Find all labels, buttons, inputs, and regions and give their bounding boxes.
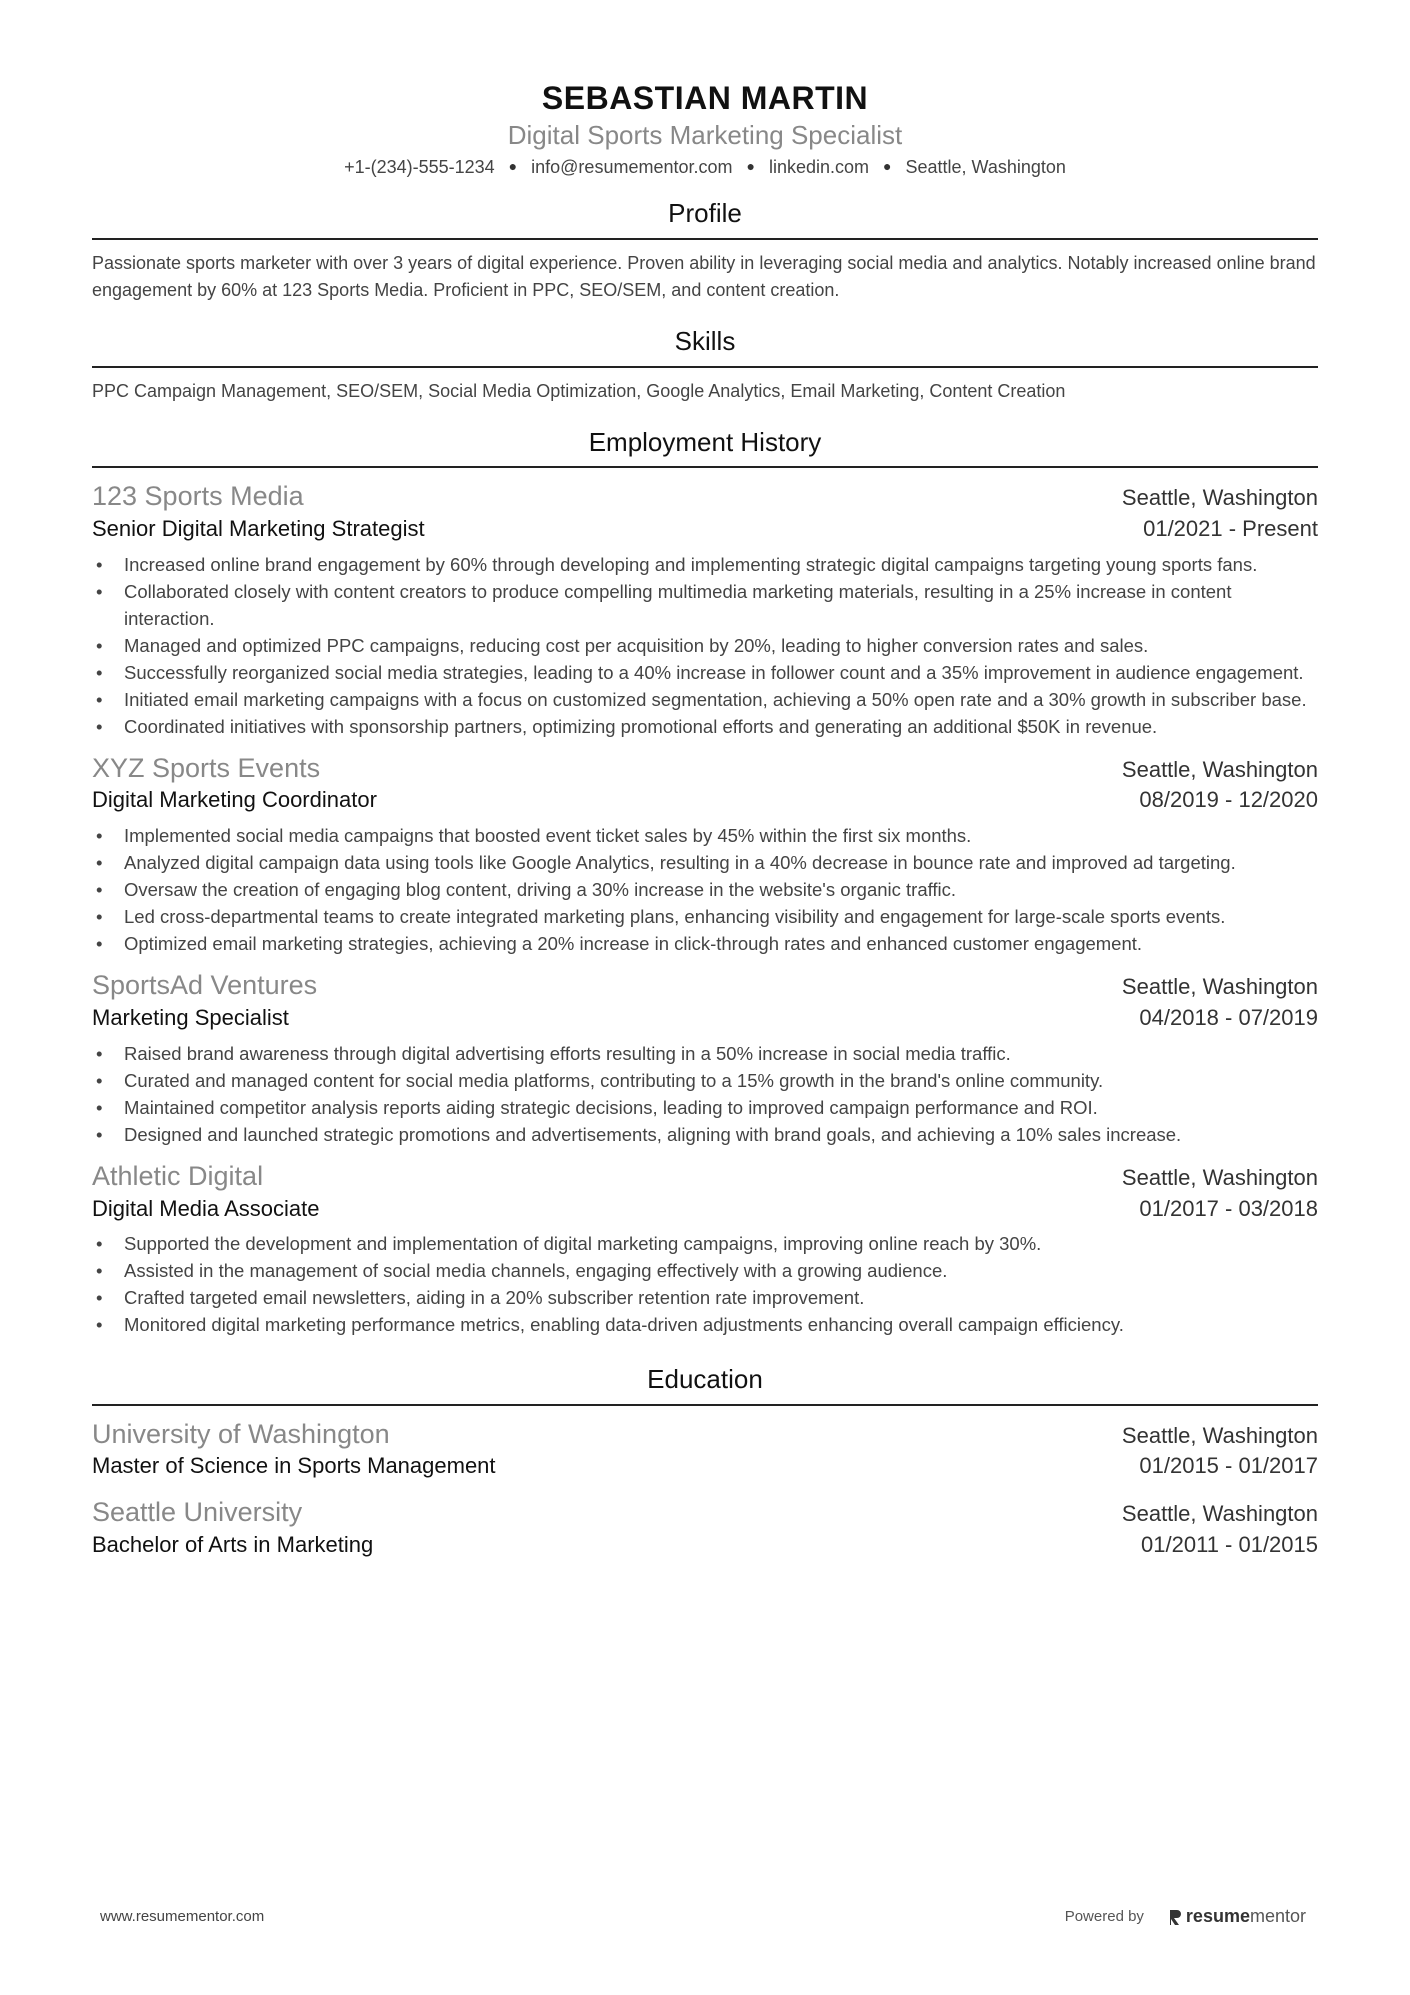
profile-text: Passionate sports marketer with over 3 years of digital experience. Proven ability in leveraging social media and analytics. Notably increased online brand engagement by 60% at 123 Sports Media. Proficient in PPC, SEO/SEM, and content creation. bbox=[92, 252, 1316, 301]
bullet-dot: • bbox=[96, 933, 103, 955]
candidate-title: Digital Sports Marketing Specialist bbox=[507, 119, 903, 150]
job-title: Marketing Specialist bbox=[92, 1004, 289, 1030]
bullet-dot: • bbox=[96, 580, 103, 602]
bullet-dot: • bbox=[96, 1096, 103, 1118]
job-dates: 08/2019 - 12/2020 bbox=[1139, 787, 1318, 813]
bullet-dot: • bbox=[96, 852, 103, 874]
resume-content bbox=[92, 80, 1318, 1561]
footer-branding bbox=[1065, 1906, 1306, 1927]
bullet-text: Oversaw the creation of engaging blog content, driving a 30% increase in the website's organic traffic. bbox=[124, 879, 957, 901]
job-dates: 01/2021 - Present bbox=[1143, 515, 1318, 541]
education-entry bbox=[92, 1418, 1318, 1483]
bullet-dot: • bbox=[96, 1233, 103, 1255]
job-title: Senior Digital Marketing Strategist bbox=[92, 515, 425, 541]
logo-text-bold: resume bbox=[1185, 1906, 1250, 1926]
bullet-item bbox=[92, 713, 1318, 740]
footer-website[interactable]: www.resumementor.com bbox=[100, 1908, 265, 1925]
bullet-item bbox=[92, 1067, 1318, 1094]
bullet-text: Analyzed digital campaign data using tools like Google Analytics, resulting in a 40% decrease in bounce rate and improved ad targeting. bbox=[124, 852, 1236, 874]
school-location: Seattle, Washington bbox=[1121, 1501, 1318, 1527]
job-header-row bbox=[92, 1160, 1318, 1194]
bullet-separator: ● bbox=[883, 158, 892, 175]
bullet-text: Implemented social media campaigns that boosted event ticket sales by 45% within the first six months. bbox=[124, 825, 972, 847]
bullet-dot: • bbox=[96, 688, 103, 710]
job-header-row bbox=[92, 969, 1318, 1003]
powered-by-label: Powered by bbox=[1064, 1908, 1144, 1925]
bullet-item bbox=[92, 659, 1318, 686]
education-entry bbox=[92, 1496, 1318, 1561]
bullet-dot: • bbox=[96, 879, 103, 901]
skills-section bbox=[92, 326, 1318, 405]
job-location: Seattle, Washington bbox=[1121, 1164, 1318, 1190]
school-list bbox=[92, 1418, 1318, 1561]
bullet-text: Initiated email marketing campaigns with a focus on customized segmentation, achieving a 50% open rate and a 30% growth in subscriber base. bbox=[124, 688, 1307, 710]
school-name: Seattle University bbox=[92, 1497, 303, 1528]
candidate-name: SEBASTIAN MARTIN bbox=[541, 80, 869, 116]
section-heading-employment: Employment History bbox=[92, 427, 1318, 468]
bullet-item bbox=[92, 1230, 1318, 1257]
job-dates: 04/2018 - 07/2019 bbox=[1139, 1004, 1318, 1030]
job-entry bbox=[92, 969, 1318, 1148]
bullet-dot: • bbox=[96, 1069, 103, 1091]
contact-line bbox=[92, 155, 1318, 180]
school-location: Seattle, Washington bbox=[1121, 1422, 1318, 1448]
bullet-item bbox=[92, 1284, 1318, 1311]
bullet-text: Led cross-departmental teams to create integrated marketing plans, enhancing visibility and engagement for large-scale sports events. bbox=[124, 906, 1226, 928]
bullet-text: Collaborated closely with content creators to produce compelling multimedia marketing materials, resulting in a 25% increase in content interaction. bbox=[124, 580, 1232, 629]
bullet-item bbox=[92, 1257, 1318, 1284]
section-heading-education: Education bbox=[92, 1364, 1318, 1405]
bullet-item bbox=[92, 551, 1318, 578]
resume-header bbox=[92, 80, 1318, 180]
company-name: SportsAd Ventures bbox=[92, 970, 318, 1001]
education-dates: 01/2015 - 01/2017 bbox=[1139, 1453, 1318, 1479]
bullet-dot: • bbox=[96, 1042, 103, 1064]
bullet-item bbox=[92, 1311, 1318, 1338]
bullet-item bbox=[92, 1040, 1318, 1067]
bullet-item bbox=[92, 876, 1318, 903]
job-location: Seattle, Washington bbox=[1121, 974, 1318, 1000]
education-header-row bbox=[92, 1496, 1318, 1530]
bullet-text: Increased online brand engagement by 60% through developing and implementing strategic digital campaigns targeting young sports fans. bbox=[124, 553, 1258, 575]
job-entry bbox=[92, 1160, 1318, 1339]
bullet-text: Curated and managed content for social media platforms, contributing to a 15% growth in the brand's online community. bbox=[124, 1069, 1104, 1091]
skills-text: PPC Campaign Management, SEO/SEM, Social Media Optimization, Google Analytics, Email Marketing, Content Creation bbox=[92, 380, 1066, 401]
contact-phone: +1-(234)-555-1234 bbox=[344, 157, 495, 178]
bullet-text: Assisted in the management of social media channels, engaging effectively with a growing audience. bbox=[124, 1260, 948, 1282]
education-section bbox=[92, 1364, 1318, 1560]
bullet-separator: ● bbox=[508, 158, 518, 175]
bullet-text: Successfully reorganized social media strategies, leading to a 40% increase in follower count and a 35% improvement in audience engagement. bbox=[124, 661, 1304, 683]
job-header-row bbox=[92, 752, 1318, 786]
bullet-text: Coordinated initiatives with sponsorship partners, optimizing promotional efforts and generating an additional $50K in revenue. bbox=[124, 715, 1158, 737]
contact-linkedin[interactable]: linkedin.com bbox=[768, 157, 870, 178]
education-header-row bbox=[92, 1418, 1318, 1452]
bullet-dot: • bbox=[96, 1287, 103, 1309]
bullet-item bbox=[92, 632, 1318, 659]
bullet-text: Managed and optimized PPC campaigns, reducing cost per acquisition by 20%, leading to higher conversion rates and sales. bbox=[124, 634, 1149, 656]
section-heading-profile: Profile bbox=[92, 198, 1318, 239]
contact-email[interactable]: info@resumementor.com bbox=[531, 157, 733, 178]
bullet-dot: • bbox=[96, 715, 103, 737]
job-bullets bbox=[92, 822, 1318, 957]
bullet-dot: • bbox=[96, 661, 103, 683]
contact-location: Seattle, Washington bbox=[905, 157, 1066, 178]
bullet-text: Raised brand awareness through digital advertising efforts resulting in a 50% increase in social media traffic. bbox=[124, 1042, 1011, 1064]
bullet-item bbox=[92, 822, 1318, 849]
degree-name: Master of Science in Sports Management bbox=[92, 1453, 496, 1479]
job-list bbox=[92, 480, 1318, 1338]
bullet-item bbox=[92, 903, 1318, 930]
company-name: XYZ Sports Events bbox=[92, 752, 321, 783]
bullet-text: Maintained competitor analysis reports aiding strategic decisions, leading to improved campaign performance and ROI. bbox=[124, 1096, 1098, 1118]
resumementor-logo-icon bbox=[1168, 1908, 1182, 1926]
bullet-dot: • bbox=[96, 553, 103, 575]
education-dates: 01/2011 - 01/2015 bbox=[1141, 1531, 1318, 1557]
bullet-dot: • bbox=[96, 906, 103, 928]
section-heading-skills: Skills bbox=[92, 326, 1318, 367]
bullet-item bbox=[92, 849, 1318, 876]
job-role-row bbox=[92, 514, 1318, 545]
bullet-item bbox=[92, 1094, 1318, 1121]
bullet-text: Optimized email marketing strategies, achieving a 20% increase in click-through rates and enhanced customer engagement. bbox=[124, 933, 1143, 955]
job-role-row bbox=[92, 785, 1318, 816]
bullet-dot: • bbox=[96, 634, 103, 656]
bullet-item bbox=[92, 686, 1318, 713]
job-location: Seattle, Washington bbox=[1121, 485, 1318, 511]
job-bullets bbox=[92, 551, 1318, 740]
profile-section bbox=[92, 198, 1318, 304]
job-title: Digital Media Associate bbox=[92, 1195, 320, 1221]
bullet-item bbox=[92, 578, 1318, 632]
bullet-separator: ● bbox=[746, 158, 755, 175]
logo-text-light: mentor bbox=[1249, 1906, 1306, 1926]
bullet-dot: • bbox=[96, 1314, 103, 1336]
job-entry bbox=[92, 480, 1318, 740]
bullet-text: Supported the development and implementation of digital marketing campaigns, improving online reach by 30%. bbox=[124, 1233, 1042, 1255]
bullet-dot: • bbox=[96, 1123, 103, 1145]
school-name: University of Washington bbox=[92, 1418, 390, 1449]
bullet-dot: • bbox=[96, 1260, 103, 1282]
job-bullets bbox=[92, 1230, 1318, 1338]
bullet-item bbox=[92, 1121, 1318, 1148]
degree-name: Bachelor of Arts in Marketing bbox=[92, 1531, 374, 1557]
job-role-row bbox=[92, 1003, 1318, 1034]
bullet-item bbox=[92, 930, 1318, 957]
bullet-text: Crafted targeted email newsletters, aiding in a 20% subscriber retention rate improvement. bbox=[124, 1287, 865, 1309]
bullet-text: Monitored digital marketing performance metrics, enabling data-driven adjustments enhancing overall campaign efficiency. bbox=[124, 1314, 1124, 1336]
job-location: Seattle, Washington bbox=[1121, 756, 1318, 782]
education-degree-row bbox=[92, 1530, 1318, 1561]
job-title: Digital Marketing Coordinator bbox=[92, 787, 377, 813]
employment-section bbox=[92, 427, 1318, 1338]
job-header-row bbox=[92, 480, 1318, 514]
company-name: 123 Sports Media bbox=[92, 481, 304, 512]
job-dates: 01/2017 - 03/2018 bbox=[1139, 1195, 1318, 1221]
job-bullets bbox=[92, 1040, 1318, 1148]
bullet-dot: • bbox=[96, 825, 103, 847]
bullet-text: Designed and launched strategic promotions and advertisements, aligning with brand goals, and achieving a 10% sales increase. bbox=[124, 1123, 1182, 1145]
job-entry bbox=[92, 752, 1318, 958]
company-name: Athletic Digital bbox=[92, 1160, 264, 1191]
education-degree-row bbox=[92, 1451, 1318, 1482]
job-role-row bbox=[92, 1194, 1318, 1225]
resumementor-logo[interactable] bbox=[1168, 1906, 1306, 1927]
